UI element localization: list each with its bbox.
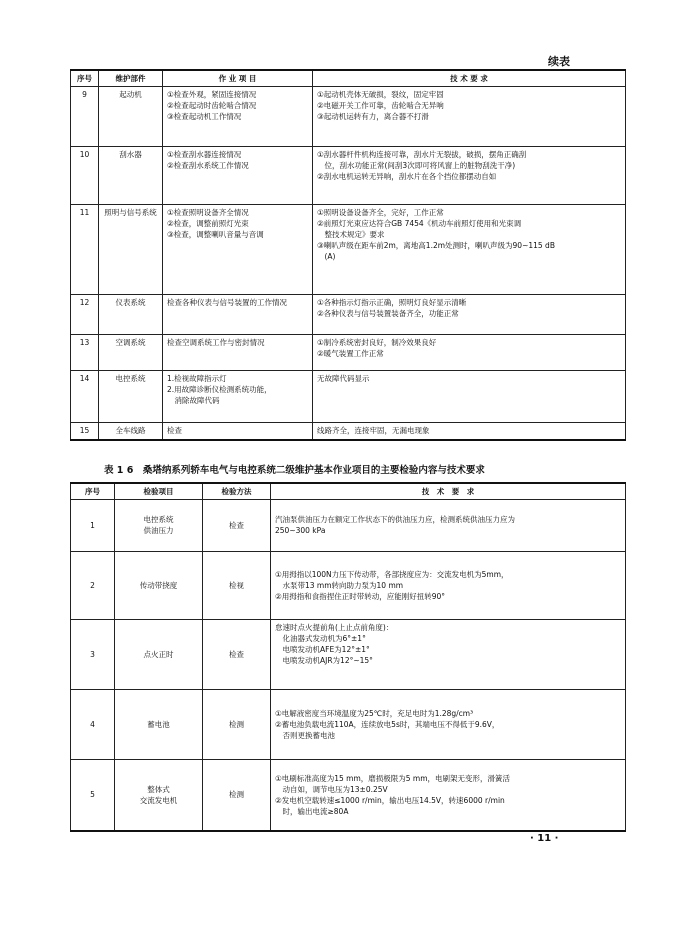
table-header-row [71, 70, 626, 86]
table-row [71, 759, 626, 831]
row-item: 传动带挠度 [115, 551, 203, 619]
row-no: 3 [71, 619, 115, 689]
row-method: 检测 [203, 689, 271, 759]
row-no: 4 [71, 689, 115, 759]
row-reqs: 无故障代码显示 [313, 370, 626, 422]
header-no: 序号 [71, 483, 115, 499]
row-reqs: 线路齐全，连接牢固，无漏电现象 [313, 422, 626, 440]
table-row [71, 146, 626, 204]
row-part: 全车线路 [99, 422, 163, 440]
row-part: 照明与信号系统 [99, 204, 163, 294]
table-header-row [71, 483, 626, 499]
table-row [71, 370, 626, 422]
maintenance-table [70, 69, 626, 441]
row-no: 15 [71, 422, 99, 440]
table-row [71, 86, 626, 146]
row-no: 10 [71, 146, 99, 204]
row-item: 整体式 交流发电机 [115, 759, 203, 831]
table-row [71, 689, 626, 759]
row-items: 1.检视故障指示灯 2.用故障诊断仪检测系统功能， 消除故障代码 [163, 370, 313, 422]
row-reqs: ①照明设备设备齐全，完好，工作正常 ②前照灯光束应达符合GB 7454《机动车前照灯使用和光束调 整技术规定》要求 ③喇叭声级在距车前2m，离地高1.2m处测时，喇叭声级为90~115 dB (A) [313, 204, 626, 294]
row-no: 9 [71, 86, 99, 146]
table-row [71, 294, 626, 334]
row-reqs: ①电刷标准高度为15 mm，磨损极限为5 mm，电刷架无变形，滑簧活 动自如，调节电压为13±0.25V ②发电机空载转速≤1000 r/min，输出电压14.5V，转速6000 r/min 时，输出电流≥80A [271, 759, 626, 831]
row-items: ①检查外观，紧固连接情况 ②检查起动时齿轮啮合情况 ③检查起动机工作情况 [163, 86, 313, 146]
row-items: ①检查照明设备齐全情况 ②检查，调整前照灯光束 ③检查，调整喇叭音量与音调 [163, 204, 313, 294]
row-reqs: ①制冷系统密封良好，制冷效果良好 ②暖气装置工作正常 [313, 334, 626, 370]
row-items: ①检查刮水器连接情况 ②检查刮水系统工作情况 [163, 146, 313, 204]
row-reqs: ①刮水器杆件机构连接可靠，刮水片无裂拔，破损，摆角正确刮 位，刮水功能正常(间刮3次即可将风窗上的脏物刮洗干净) ②刮水电机运转无异响，刮水片在各个挡位都摆动自如 [313, 146, 626, 204]
inspection-table [70, 482, 626, 832]
table-row [71, 551, 626, 619]
row-reqs: ①电解液密度当环境温度为25℃时，充足电时为1.28g/cm³ ②蓄电池负载电流110A，连续放电5s时，其端电压不得低于9.6V， 否则更换蓄电池 [271, 689, 626, 759]
row-part: 刮水器 [99, 146, 163, 204]
row-item: 电控系统 供油压力 [115, 499, 203, 551]
row-reqs: ①起动机壳体无破损，裂纹，固定牢固 ②电磁开关工作可靠，齿轮啮合无异响 ③起动机运转有力，离合器不打滑 [313, 86, 626, 146]
row-method: 检测 [203, 759, 271, 831]
row-part: 空调系统 [99, 334, 163, 370]
row-items: 检查 [163, 422, 313, 440]
page-number: · 11 · [530, 833, 559, 844]
row-no: 2 [71, 551, 115, 619]
row-reqs: 怠速时点火提前角(上止点前角度)： 化油器式发动机为6°±1° 电喷发动机AFE为12°±1° 电喷发动机AJR为12°~15° [271, 619, 626, 689]
header-no: 序号 [71, 70, 99, 86]
continued-label: 续表 [548, 55, 570, 68]
table-row [71, 619, 626, 689]
header-reqs: 技 术 要 求 [313, 70, 626, 86]
row-method: 检查 [203, 499, 271, 551]
row-part: 仪表系统 [99, 294, 163, 334]
row-part: 起动机 [99, 86, 163, 146]
row-no: 14 [71, 370, 99, 422]
header-items: 作 业 项 目 [163, 70, 313, 86]
table-row [71, 422, 626, 440]
table-row [71, 334, 626, 370]
row-method: 检查 [203, 619, 271, 689]
row-no: 5 [71, 759, 115, 831]
row-reqs: ①各种指示灯指示正确，照明灯良好显示清晰 ②各种仪表与信号装置装备齐全，功能正常 [313, 294, 626, 334]
table-caption: 表 1 6 桑塔纳系列轿车电气与电控系统二级维护基本作业项目的主要检验内容与技术要求 [104, 465, 485, 476]
header-part: 维护部件 [99, 70, 163, 86]
row-no: 12 [71, 294, 99, 334]
table-row [71, 499, 626, 551]
row-items: 检查各种仪表与信号装置的工作情况 [163, 294, 313, 334]
row-item: 点火正时 [115, 619, 203, 689]
row-no: 1 [71, 499, 115, 551]
row-item: 蓄电池 [115, 689, 203, 759]
header-reqs: 技 术 要 求 [271, 483, 626, 499]
row-items: 检查空调系统工作与密封情况 [163, 334, 313, 370]
row-no: 13 [71, 334, 99, 370]
row-reqs: 汽油泵供油压力在额定工作状态下的供油压力应，检测系统供油压力应为 250~300 kPa [271, 499, 626, 551]
row-no: 11 [71, 204, 99, 294]
row-reqs: ①用拇指以100N力压下传动带，各部挠度应为：交流发电机为5mm， 水泵带13 mm转向助力泵为10 mm ②用拇指和食指捏住正时带转动，应能刚好扭转90° [271, 551, 626, 619]
row-method: 检视 [203, 551, 271, 619]
header-method: 检验方法 [203, 483, 271, 499]
header-item: 检验项目 [115, 483, 203, 499]
row-part: 电控系统 [99, 370, 163, 422]
table-row [71, 204, 626, 294]
